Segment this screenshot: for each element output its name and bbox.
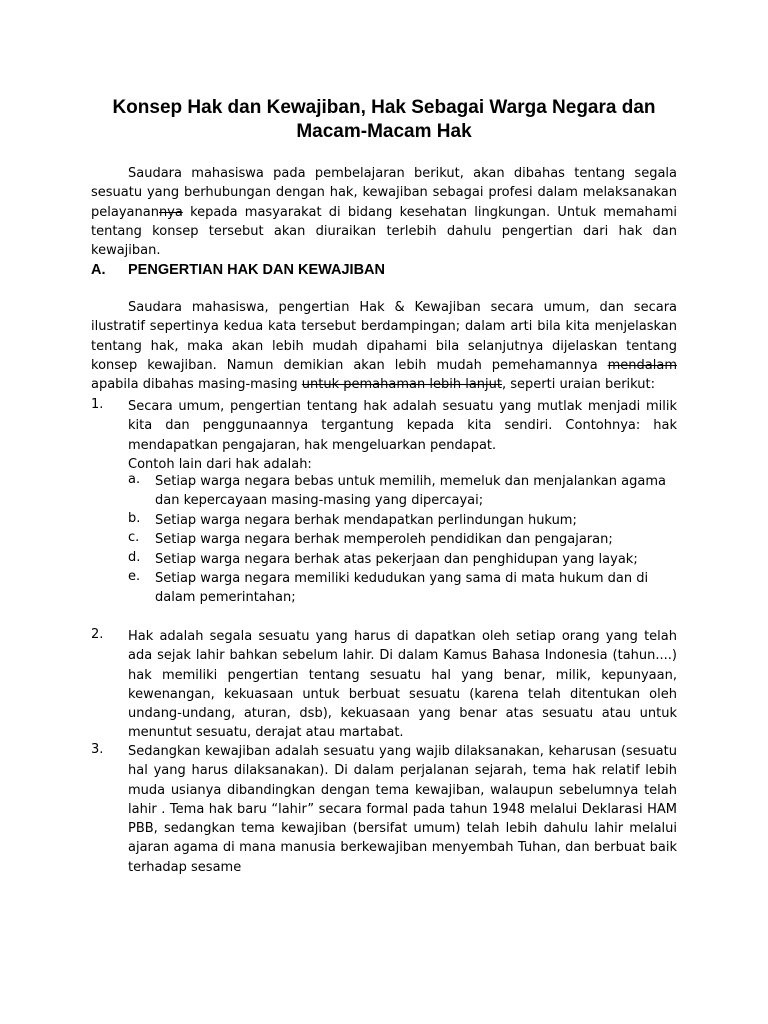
para-a-text-3: , seperti uraian berikut: <box>501 377 656 393</box>
intro-struck-text: nya <box>158 204 183 220</box>
sub-item-b-text: Setiap warga negara berhak mendapatkan perlindungan hukum; <box>155 513 577 528</box>
list-item-2-number: 2. <box>91 627 104 642</box>
sub-item-d-letter: d. <box>128 550 141 565</box>
section-a-title: PENGERTIAN HAK DAN KEWAJIBAN <box>128 262 385 278</box>
sub-item-c-text: Setiap warga negara berhak memperoleh pendidikan dan pengajaran; <box>155 532 613 547</box>
example-label: Contoh lain dari hak adalah: <box>128 456 312 472</box>
sub-item-a-text: Setiap warga negara bebas untuk memilih, memeluk dan menjalankan agama dan kepercayaan masing-masing yang dipercayai; <box>155 474 666 509</box>
document-title: Konsep Hak dan Kewajiban, Hak Sebagai Warga Negara dan Macam-Macam Hak <box>112 97 656 142</box>
list-item-3-number: 3. <box>91 742 104 757</box>
sub-item-e-text: Setiap warga negara memiliki kedudukan yang sama di mata hukum dan di dalam pemerintahan; <box>155 571 649 606</box>
para-a-text-1: Saudara mahasiswa, pengertian Hak & Kewajiban secara umum, dan secara ilustratif sepertinya kedua kata tersebut berdampingan; dalam arti bila kita menjelaskan tentang hak, maka akan lebih mudah dipahami bila selanjutnya dijelaskan tentang konsep kewajiban. Namun demikian akan lebih mudah pemehamannya <box>91 300 677 373</box>
list-item-2-text: Hak adalah segala sesuatu yang harus di dapatkan oleh setiap orang yang telah ada sejak lahir bahkan sebelum lahir. Di dalam Kamus Bahasa Indonesia (tahun....) hak memiliki pengertian tentang sesuatu hal yang benar, milik, kepunyaan, kewenangan, kekuasaan untuk berbuat sesuatu (karena telah ditentukan oleh undang-undang, aturan, dsb), kekuasaan yang benar atas sesuatu atau untuk menuntut sesuatu, derajat atau martabat. <box>128 629 677 741</box>
section-a-letter: A. <box>91 262 106 278</box>
section-a-heading <box>91 261 677 279</box>
list-item-3-text: Sedangkan kewajiban adalah sesuatu yang wajib dilaksanakan, keharusan (sesuatu hal yang harus dilaksanakan). Di dalam perjalanan sejarah, tema hak relatif lebih muda usianya dibandingkan dengan tema kewajiban, walaupun sebelumnya telah lahir . Tema hak baru “lahir” secara formal pada tahun 1948 melalui Deklarasi HAM PBB, sedangkan tema kewajiban (bersifat umum) telah lebih dahulu lahir melalui ajaran agama di mana manusia berkewajiban menyembah Tuhan, dan berbuat baik terhadap sesame <box>128 744 677 875</box>
sub-item-d-text: Setiap warga negara berhak atas pekerjaan dan penghidupan yang layak; <box>155 552 638 567</box>
list-item-1-number: 1. <box>91 397 104 412</box>
list-item-1-text: Secara umum, pengertian tentang hak adalah sesuatu yang mutlak menjadi milik kita dan penggunaannya tergantung kepada kita sendiri. Contohnya: hak mendapatkan pengajaran, hak mengeluarkan pendapat. <box>128 399 677 453</box>
para-a-struck-2: untuk pemahaman lebih lanjut <box>301 377 502 393</box>
sub-item-c-letter: c. <box>128 530 140 545</box>
sub-item-b-letter: b. <box>128 511 141 526</box>
sub-item-a-letter: a. <box>128 472 141 487</box>
sub-item-e-letter: e. <box>128 569 141 584</box>
section-a-paragraph <box>91 298 677 394</box>
intro-paragraph <box>91 164 677 260</box>
intro-text-2: kepada masyarakat di bidang kesehatan lingkungan. Untuk memahami tentang konsep tersebut akan diuraikan terlebih dahulu pengertian dari hak dan kewajiban. <box>91 204 677 259</box>
intro-text-1: Saudara mahasiswa pada pembelajaran berikut, akan dibahas tentang segala sesuatu yang berhubungan dengan hak, kewajiban sebagai profesi dalam melaksanakan pelayanan <box>91 166 677 220</box>
para-a-text-2: apabila dibahas masing-masing <box>91 377 302 393</box>
para-a-struck-1: mendalam <box>607 357 677 373</box>
list-item-1-body <box>128 397 677 474</box>
